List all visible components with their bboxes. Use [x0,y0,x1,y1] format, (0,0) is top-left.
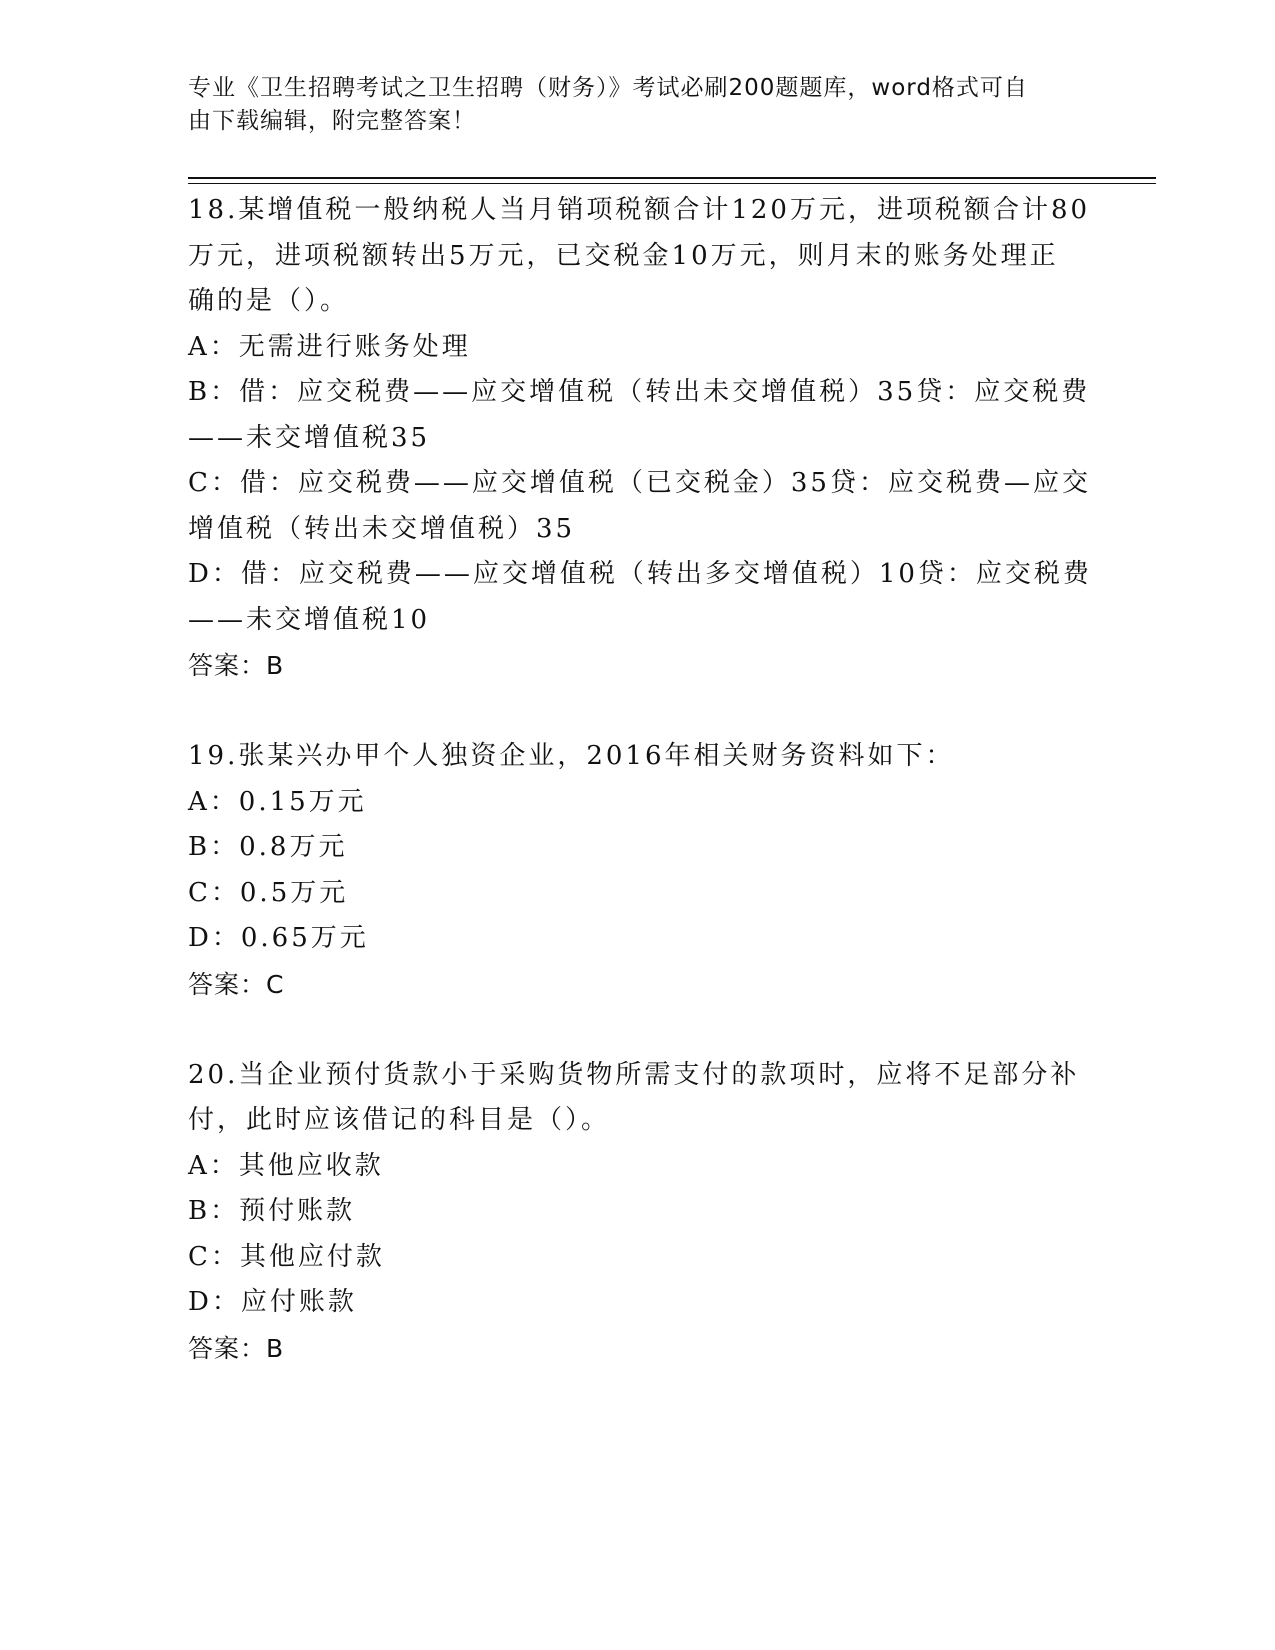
answer-label: 答案：B [188,651,285,680]
question-spacer [188,689,1088,735]
option-a: A：无需进行账务处理 [188,331,471,362]
header-divider-thin [188,183,1156,184]
question-text-line: 19.张某兴办甲个人独资企业，2016年相关财务资料如下： [188,741,955,771]
question-list [188,188,1092,1371]
question-block [188,734,1088,1007]
option-b: B：预付账款 [188,1196,356,1226]
question-block [188,188,1092,689]
option-b: B：0.8万元 [188,832,348,862]
answer-label: 答案：B [188,1333,285,1363]
option-a: A：0.15万元 [188,786,367,817]
option-b-continued: ——未交增值税35 [188,422,431,453]
document-header [188,72,1068,138]
question-text-line: 确的是（）。 [188,286,350,316]
option-d: D：借：应交税费——应交增值税（转出多交增值税）10贷：应交税费 [188,559,1092,589]
option-b: B：借：应交税费——应交增值税（转出未交增值税）35贷：应交税费 [188,377,1091,407]
question-text-line: 付，此时应该借记的科目是（）。 [188,1105,611,1135]
header-line-2: 由下载编辑，附完整答案！ [188,108,476,134]
option-c: C：其他应付款 [188,1241,385,1272]
question-text-line: 20.当企业预付货款小于采购货物所需支付的款项时，应将不足部分补 [188,1059,1080,1090]
option-d: D：0.65万元 [188,923,369,953]
option-a: A：其他应收款 [188,1150,384,1181]
option-c: C：借：应交税费——应交增值税（已交税金）35贷：应交税费—应交 [188,468,1091,498]
header-line-1: 专业《卫生招聘考试之卫生招聘（财务）》考试必刷200题题库，word格式可自 [188,75,1028,101]
header-divider-thick [188,177,1156,179]
option-d: D：应付账款 [188,1287,357,1317]
question-text-line: 万元，进项税额转出5万元，已交税金10万元，则月末的账务处理正 [188,240,1059,271]
question-block [188,1053,1088,1372]
option-c-continued: 增值税（转出未交增值税）35 [188,513,576,544]
option-c: C：0.5万元 [188,877,349,908]
answer-label: 答案：C [188,969,285,999]
question-spacer [188,1007,1088,1053]
option-d-continued: ——未交增值税10 [188,604,431,635]
question-text-line: 18.某增值税一般纳税人当月销项税额合计120万元，进项税额合计80 [188,195,1091,225]
